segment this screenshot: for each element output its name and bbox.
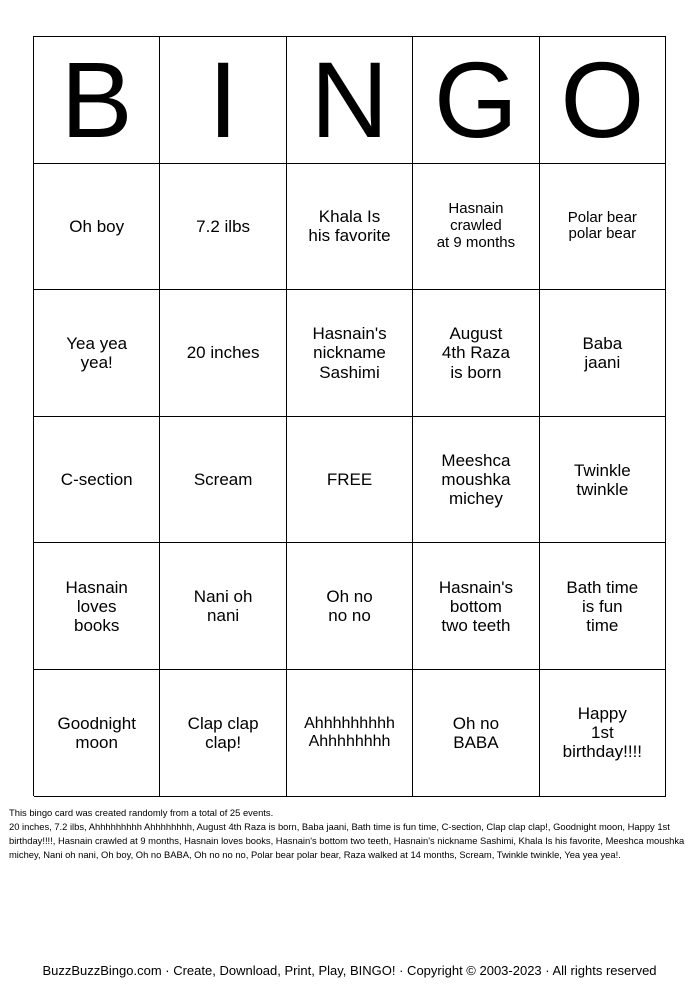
description-events: 20 inches, 7.2 ilbs, Ahhhhhhhhh Ahhhhhhhh, August 4th Raza is born, Baba jaani, Bath time is fun time, C-section, Clap clap clap!, Goodnight moon, Happy 1st birthday!!!!, Hasnain crawled at 9 months, Hasnain loves books, Hasnain's bottom two teeth, Hasnain's nickname Sashimi, Khala Is his favorite, Meeshca moushka michey, Nani oh nani, Oh boy, Oh no BABA, Oh no no no, Polar bear polar bear, Raza walked at 14 months, Scream, Twinkle twinkle, Yea yea yea!.	[9, 821, 685, 860]
bingo-square: C-section	[34, 417, 160, 544]
card-description	[9, 806, 691, 862]
header-letter-n: N	[287, 37, 413, 164]
bingo-square: Hasnain's bottom two teeth	[413, 543, 539, 670]
header-letter-o: O	[540, 37, 666, 164]
bingo-square: August 4th Raza is born	[413, 290, 539, 417]
bingo-row	[34, 164, 666, 291]
bingo-row	[34, 543, 666, 670]
header-letter-g: G	[413, 37, 539, 164]
bingo-square: Bath time is fun time	[540, 543, 666, 670]
header-letter-i: I	[160, 37, 286, 164]
site-footer: BuzzBuzzBingo.com · Create, Download, Print, Play, BINGO! · Copyright © 2003-2023 · All rights reserved	[42, 963, 657, 978]
bingo-square: Scream	[160, 417, 286, 544]
bingo-square: 7.2 ilbs	[160, 164, 286, 291]
bingo-row	[34, 290, 666, 417]
bingo-square: Oh no BABA	[413, 670, 539, 797]
header-row	[34, 37, 666, 164]
bingo-square: Meeshca moushka michey	[413, 417, 539, 544]
description-intro: This bingo card was created randomly from a total of 25 events.	[9, 807, 274, 818]
bingo-square: 20 inches	[160, 290, 286, 417]
bingo-square: Nani oh nani	[160, 543, 286, 670]
free-square: FREE	[287, 417, 413, 544]
bingo-square: Oh boy	[34, 164, 160, 291]
bingo-row	[34, 417, 666, 544]
bingo-square: Yea yea yea!	[34, 290, 160, 417]
bingo-card	[33, 36, 666, 796]
bingo-row	[34, 670, 666, 797]
bingo-square: Hasnain's nickname Sashimi	[287, 290, 413, 417]
bingo-square: Oh no no no	[287, 543, 413, 670]
bingo-square: Hasnain loves books	[34, 543, 160, 670]
bingo-square: Hasnain crawled at 9 months	[413, 164, 539, 291]
bingo-square: Happy 1st birthday!!!!	[540, 670, 666, 797]
bingo-square: Ahhhhhhhhh Ahhhhhhhh	[287, 670, 413, 797]
bingo-square: Goodnight moon	[34, 670, 160, 797]
header-letter-b: B	[34, 37, 160, 164]
bingo-square: Clap clap clap!	[160, 670, 286, 797]
bingo-square: Polar bear polar bear	[540, 164, 666, 291]
bingo-square: Baba jaani	[540, 290, 666, 417]
bingo-square: Twinkle twinkle	[540, 417, 666, 544]
bingo-square: Khala Is his favorite	[287, 164, 413, 291]
